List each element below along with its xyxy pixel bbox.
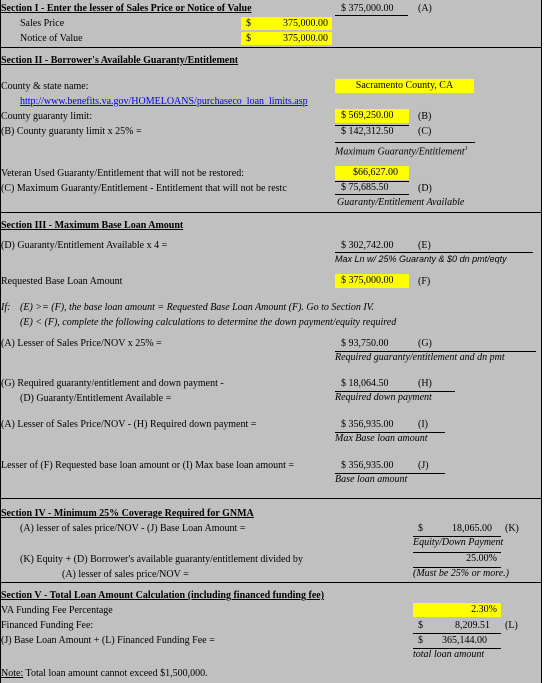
limit25-value[interactable]: $ 142,312.50	[335, 125, 409, 138]
k-value[interactable]: 25.00%	[413, 552, 501, 565]
s4-a-caption: Equity/Down Payment	[413, 537, 504, 548]
d-caption: Max Ln w/ 25% Guaranty & $0 dn pmt/eqty	[335, 252, 533, 265]
used-field[interactable]	[335, 166, 409, 180]
k-label-2: (A) lesser of sales price/NOV =	[62, 569, 189, 580]
c-label: (C) Maximum Guaranty/Entitlement - Entitlement that will not be restc	[1, 183, 287, 194]
section-1-result[interactable]: $ 375,000.00	[341, 3, 394, 14]
section-2	[0, 48, 541, 212]
j-code: (J)	[418, 460, 429, 471]
g-label-2: (D) Guaranty/Entitlement Available =	[20, 393, 172, 404]
g-value[interactable]: $ 18,064.50	[341, 378, 389, 389]
used-value: $66,627.00	[353, 167, 398, 178]
fin-label: Financed Funding Fee:	[1, 620, 94, 631]
nov-value: 375,000.00	[283, 33, 328, 44]
sales-price-label: Sales Price	[20, 18, 65, 29]
d-value[interactable]: $ 302,742.00	[341, 240, 394, 251]
if-line-2: (E) < (F), complete the following calculations to determine the down payment/equity required	[20, 317, 397, 328]
max-caption-text: Maximum Guaranty/Entitlement	[335, 146, 465, 158]
s4-a-value[interactable]: 18,065.00	[452, 523, 492, 534]
req-value: $ 375,000.00	[341, 275, 394, 286]
note	[1, 668, 208, 680]
section-5	[0, 583, 541, 683]
if-line-1: (E) >= (F), the base loan amount = Requested Base Loan Amount (F). Go to Section IV.	[20, 302, 374, 313]
j-caption: Base loan amount	[335, 473, 445, 486]
req-label: Requested Base Loan Amount	[1, 276, 123, 287]
county-value: Sacramento County, CA	[355, 80, 454, 91]
max-caption-sup: 1	[464, 146, 468, 152]
h-label: (A) Lesser of Sales Price/NOV - (H) Required down payment =	[1, 419, 257, 430]
section-2-title: Section II - Borrower's Available Guaranty/Entitlement	[1, 55, 239, 66]
used-label: Veteran Used Guaranty/Entitlement that will not be restored:	[1, 168, 244, 179]
section-1-title: Section I - Enter the lesser of Sales Price or Notice of Value	[1, 3, 252, 14]
g-code: (H)	[418, 378, 432, 389]
guaranty-limit-field[interactable]	[335, 109, 409, 123]
s4-a-dollar: $	[418, 523, 423, 534]
fee-field[interactable]	[413, 603, 501, 617]
nov-label: Notice of Value	[20, 33, 83, 44]
fee-label: VA Funding Fee Percentage	[1, 605, 113, 616]
c-code: (D)	[418, 183, 432, 194]
max-caption	[335, 142, 475, 158]
fin-code: (L)	[505, 620, 518, 631]
sales-price-field[interactable]	[241, 17, 332, 30]
req-field[interactable]	[335, 274, 409, 288]
section-5-title: Section V - Total Loan Amount Calculation (including financed funding fee)	[1, 590, 325, 601]
section-4	[0, 499, 541, 582]
section-3-title: Section III - Maximum Base Loan Amount	[1, 220, 184, 231]
d-label: (D) Guaranty/Entitlement Available x 4 =	[1, 240, 168, 251]
k-caption: (Must be 25% or more.)	[413, 568, 510, 579]
nov-dollar: $	[246, 33, 251, 44]
total-caption: total loan amount	[413, 648, 501, 661]
h-caption: Max Base loan amount	[335, 432, 445, 445]
g-label-1: (G) Required guaranty/entitlement and down payment -	[1, 378, 224, 389]
if-prefix: If:	[1, 302, 11, 313]
limit25-label: (B) County guaranty limit x 25% =	[1, 126, 142, 137]
section-3	[0, 213, 541, 498]
sales-price-dollar: $	[246, 18, 251, 29]
section-1	[0, 0, 541, 47]
guaranty-limit-code: (B)	[418, 111, 432, 122]
a-code: (G)	[418, 338, 432, 349]
note-text: Total loan amount cannot exceed $1,500,000.	[23, 668, 208, 679]
guaranty-limit-label: County guaranty limit:	[1, 111, 93, 122]
h-code: (I)	[418, 419, 428, 430]
total-value[interactable]: 365,144.00	[442, 635, 487, 646]
fin-dollar: $	[418, 620, 423, 631]
total-dollar: $	[418, 635, 423, 646]
sales-price-value: 375,000.00	[283, 18, 328, 29]
a-caption: Required guaranty/entitlement and dn pmt	[335, 351, 536, 364]
limit25-code: (C)	[418, 126, 432, 137]
s4-a-code: (K)	[505, 523, 519, 534]
county-label: County & state name:	[1, 81, 89, 92]
guaranty-limit-value: $ 569,250.00	[341, 110, 394, 121]
k-label-1: (K) Equity + (D) Borrower's available guaranty/entitlement divided by	[20, 554, 303, 565]
loan-limits-link[interactable]: http://www.benefits.va.gov/HOMELOANS/purchaseco_loan_limits.asp	[20, 96, 308, 107]
h-value[interactable]: $ 356,935.00	[341, 419, 394, 430]
g-caption: Required down payment	[335, 391, 455, 404]
section-4-title: Section IV - Minimum 25% Coverage Required for GNMA	[1, 508, 254, 519]
avail-caption: Guaranty/Entitlement Available	[337, 197, 465, 208]
d-code: (E)	[418, 240, 431, 251]
j-label: Lesser of (F) Requested base loan amount or (I) Max base loan amount =	[1, 460, 295, 471]
s4-a-label: (A) lesser of sales price/NOV - (J) Base Loan Amount =	[20, 523, 246, 534]
total-label: (J) Base Loan Amount + (L) Financed Funding Fee =	[1, 635, 215, 646]
a-label: (A) Lesser of Sales Price/NOV x 25% =	[1, 338, 162, 349]
a-value[interactable]: $ 93,750.00	[341, 338, 389, 349]
note-label: Note:	[1, 668, 24, 679]
section-1-result-code: (A)	[418, 3, 432, 14]
nov-field[interactable]	[241, 32, 332, 45]
county-field[interactable]	[335, 79, 474, 93]
c-value[interactable]: $ 75,685.50	[335, 181, 409, 195]
req-code: (F)	[418, 276, 431, 287]
j-value[interactable]: $ 356,935.00	[341, 460, 394, 471]
fee-value: 2.30%	[471, 604, 497, 615]
fin-value[interactable]: 8,209.51	[455, 620, 490, 631]
